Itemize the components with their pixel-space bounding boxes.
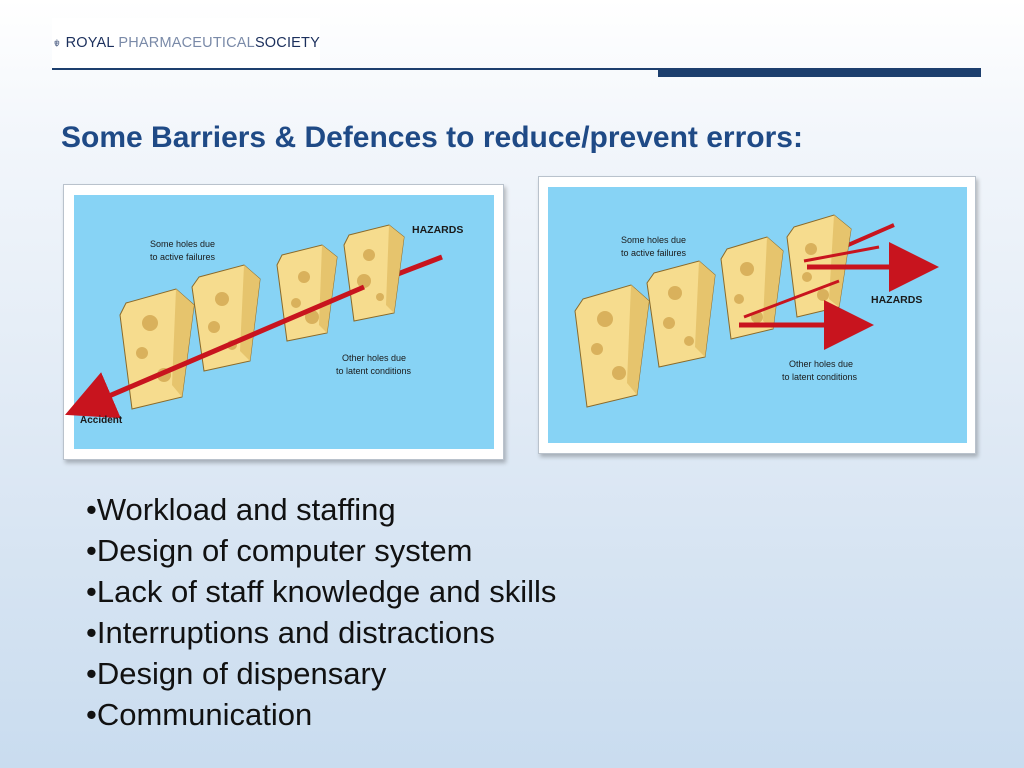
latent-conditions-label-line1: Other holes due: [789, 359, 854, 369]
list-item: •Workload and staffing: [86, 492, 396, 527]
cheese-slice: [647, 261, 715, 367]
cheese-slice: [277, 245, 337, 341]
active-failures-label-line1: Some holes due: [150, 239, 216, 249]
header-accent-bar: [658, 68, 981, 77]
org-name-society: SOCIETY: [254, 35, 320, 51]
cheese-slice: [120, 289, 194, 409]
latent-conditions-label-line1: Other holes due: [342, 353, 407, 363]
swiss-cheese-figure-accident: [63, 184, 504, 460]
list-item: •Design of dispensary: [86, 656, 387, 691]
active-failures-label-line2: to active failures: [150, 252, 216, 262]
logo: [52, 18, 320, 68]
org-name-pharmaceutical: PHARMACEUTICAL: [118, 35, 255, 51]
organization-name: [66, 35, 320, 51]
list-item: •Design of computer system: [86, 533, 473, 568]
accident-label: Accident: [80, 415, 123, 426]
hazards-label: HAZARDS: [871, 294, 923, 306]
latent-conditions-label-line2: to latent conditions: [336, 366, 412, 376]
latent-conditions-label-line2: to latent conditions: [782, 372, 858, 382]
cheese-slice: [575, 285, 649, 407]
barrier-list: [86, 489, 556, 735]
swiss-cheese-figure-blocked: [538, 176, 976, 454]
list-item: •Lack of staff knowledge and skills: [86, 574, 557, 609]
swiss-cheese-illustration-accident: [64, 185, 503, 459]
org-name-royal: ROYAL: [65, 35, 119, 51]
list-item: •Communication: [86, 697, 313, 732]
cheese-slice: [344, 225, 404, 321]
hazards-label: HAZARDS: [412, 224, 464, 236]
header-rule: [52, 68, 660, 70]
active-failures-label-line1: Some holes due: [621, 235, 687, 245]
active-failures-label-line2: to active failures: [621, 248, 687, 258]
crest-icon: [54, 20, 60, 66]
swiss-cheese-illustration-blocked: [539, 177, 975, 453]
list-item: •Interruptions and distractions: [86, 615, 495, 650]
slide-title: Some Barriers & Defences to reduce/prevent errors:: [61, 121, 803, 154]
